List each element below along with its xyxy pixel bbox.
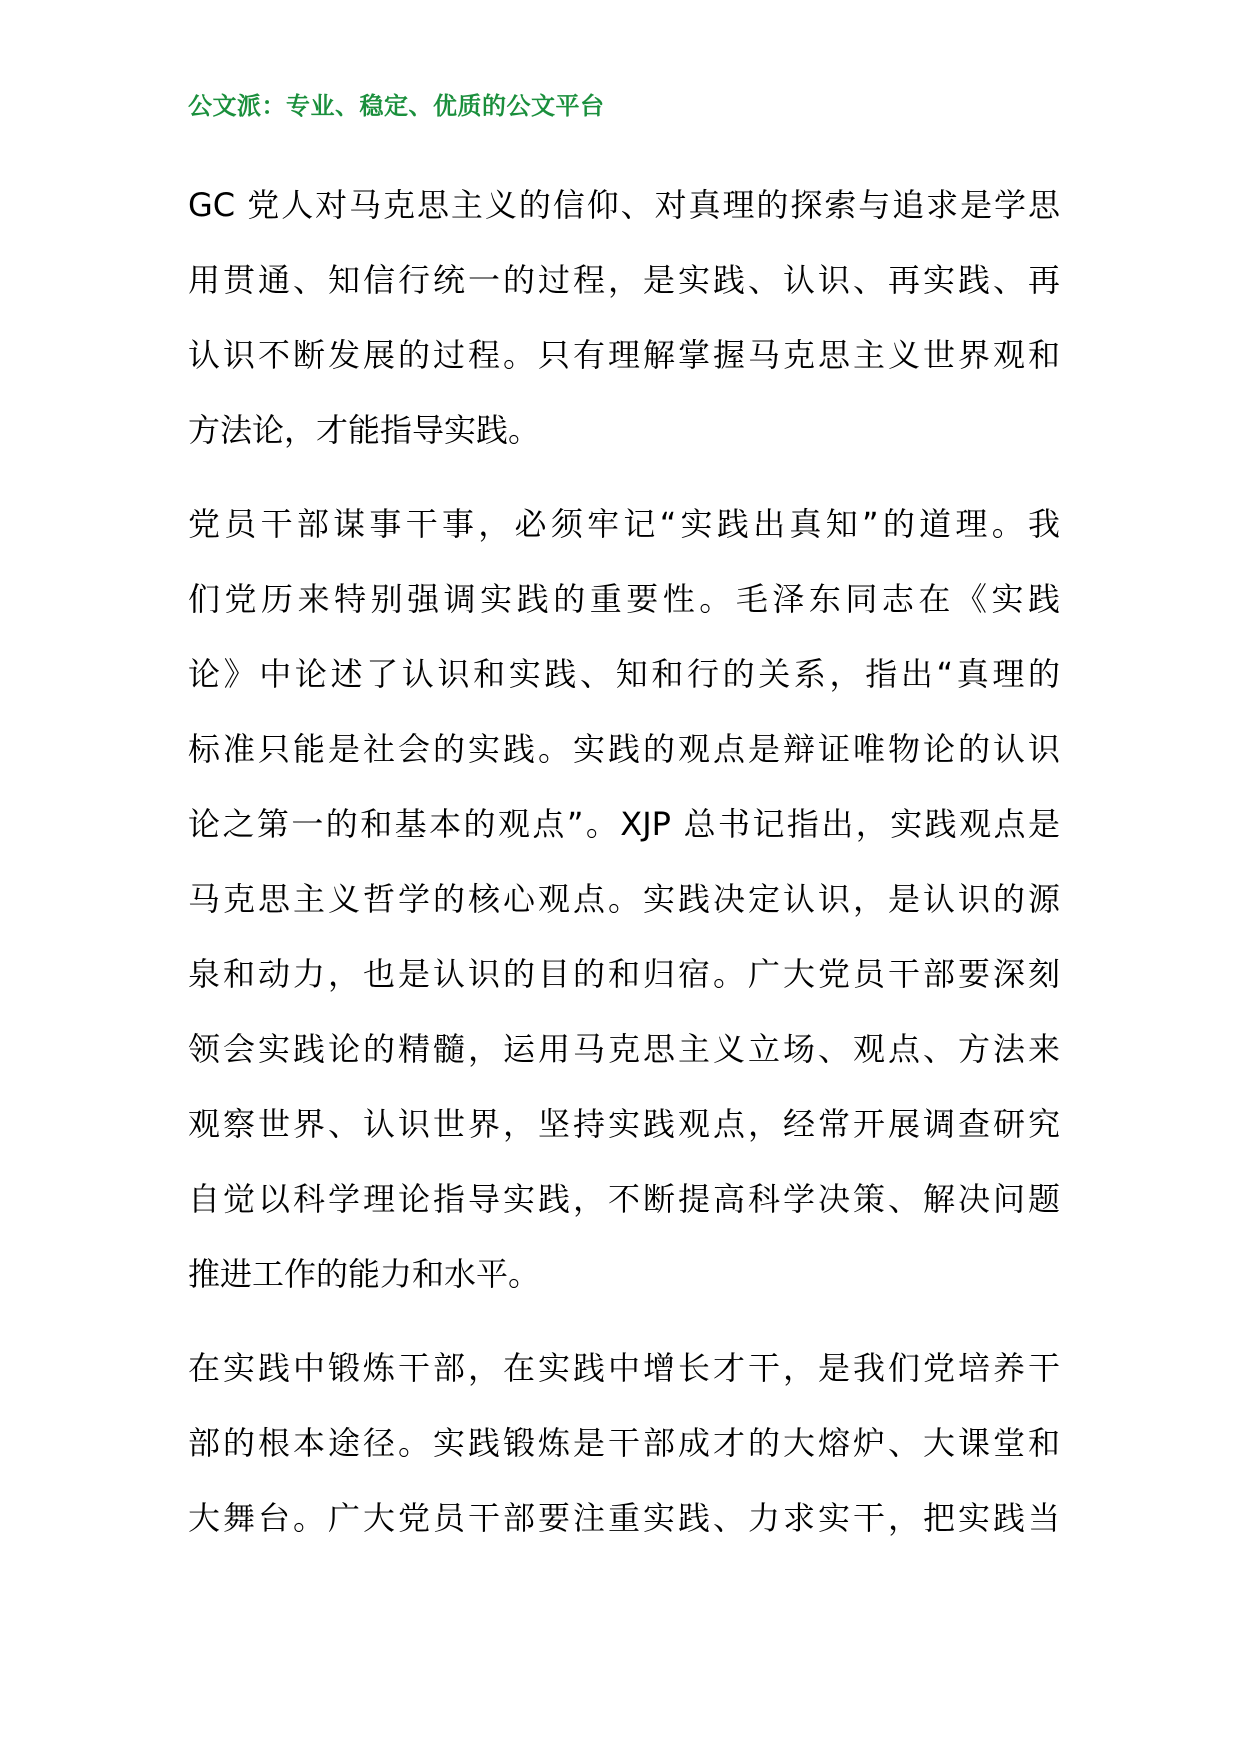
text-line: 用贯通、知信行统一的过程，是实践、认识、再实践、再 <box>188 261 1060 299</box>
text-line: 方法论，才能指导实践。 <box>188 411 541 449</box>
text-line: 们党历来特别强调实践的重要性。毛泽东同志在《实践 <box>188 580 1060 618</box>
text-line: 部的根本途径。实践锻炼是干部成才的大熔炉、大课堂和 <box>188 1424 1060 1462</box>
text-line: 论之第一的和基本的观点”。XJP 总书记指出，实践观点是 <box>188 805 1060 843</box>
text-line: 在实践中锻炼干部，在实践中增长才干，是我们党培养干 <box>188 1349 1060 1387</box>
text-line: 推进工作的能力和水平。 <box>188 1255 541 1293</box>
text-line: 自觉以科学理论指导实践，不断提高科学决策、解决问题 <box>188 1180 1060 1218</box>
text-line: GC 党人对马克思主义的信仰、对真理的探索与追求是学思 <box>188 186 1060 224</box>
text-line: 大舞台。广大党员干部要注重实践、力求实干，把实践当 <box>188 1499 1060 1537</box>
text-line: 领会实践论的精髓，运用马克思主义立场、观点、方法来 <box>188 1030 1060 1068</box>
text-line: 观察世界、认识世界，坚持实践观点，经常开展调查研究 <box>188 1105 1060 1143</box>
text-line: 认识不断发展的过程。只有理解掌握马克思主义世界观和 <box>188 336 1060 374</box>
paragraph-1 <box>188 168 1060 468</box>
paragraph-2 <box>188 487 1060 1312</box>
text-line: 马克思主义哲学的核心观点。实践决定认识，是认识的源 <box>188 880 1060 918</box>
header-title: 公文派：专业、稳定、优质的公文平台 <box>188 92 605 120</box>
text-line: 论》中论述了认识和实践、知和行的关系，指出“真理的 <box>188 655 1060 693</box>
paragraph-3 <box>188 1331 1060 1556</box>
text-line: 泉和动力，也是认识的目的和归宿。广大党员干部要深刻 <box>188 955 1060 993</box>
text-line: 标准只能是社会的实践。实践的观点是辩证唯物论的认识 <box>188 730 1060 768</box>
document-body <box>188 168 1060 1575</box>
text-line: 党员干部谋事干事，必须牢记“实践出真知”的道理。我 <box>188 505 1060 543</box>
